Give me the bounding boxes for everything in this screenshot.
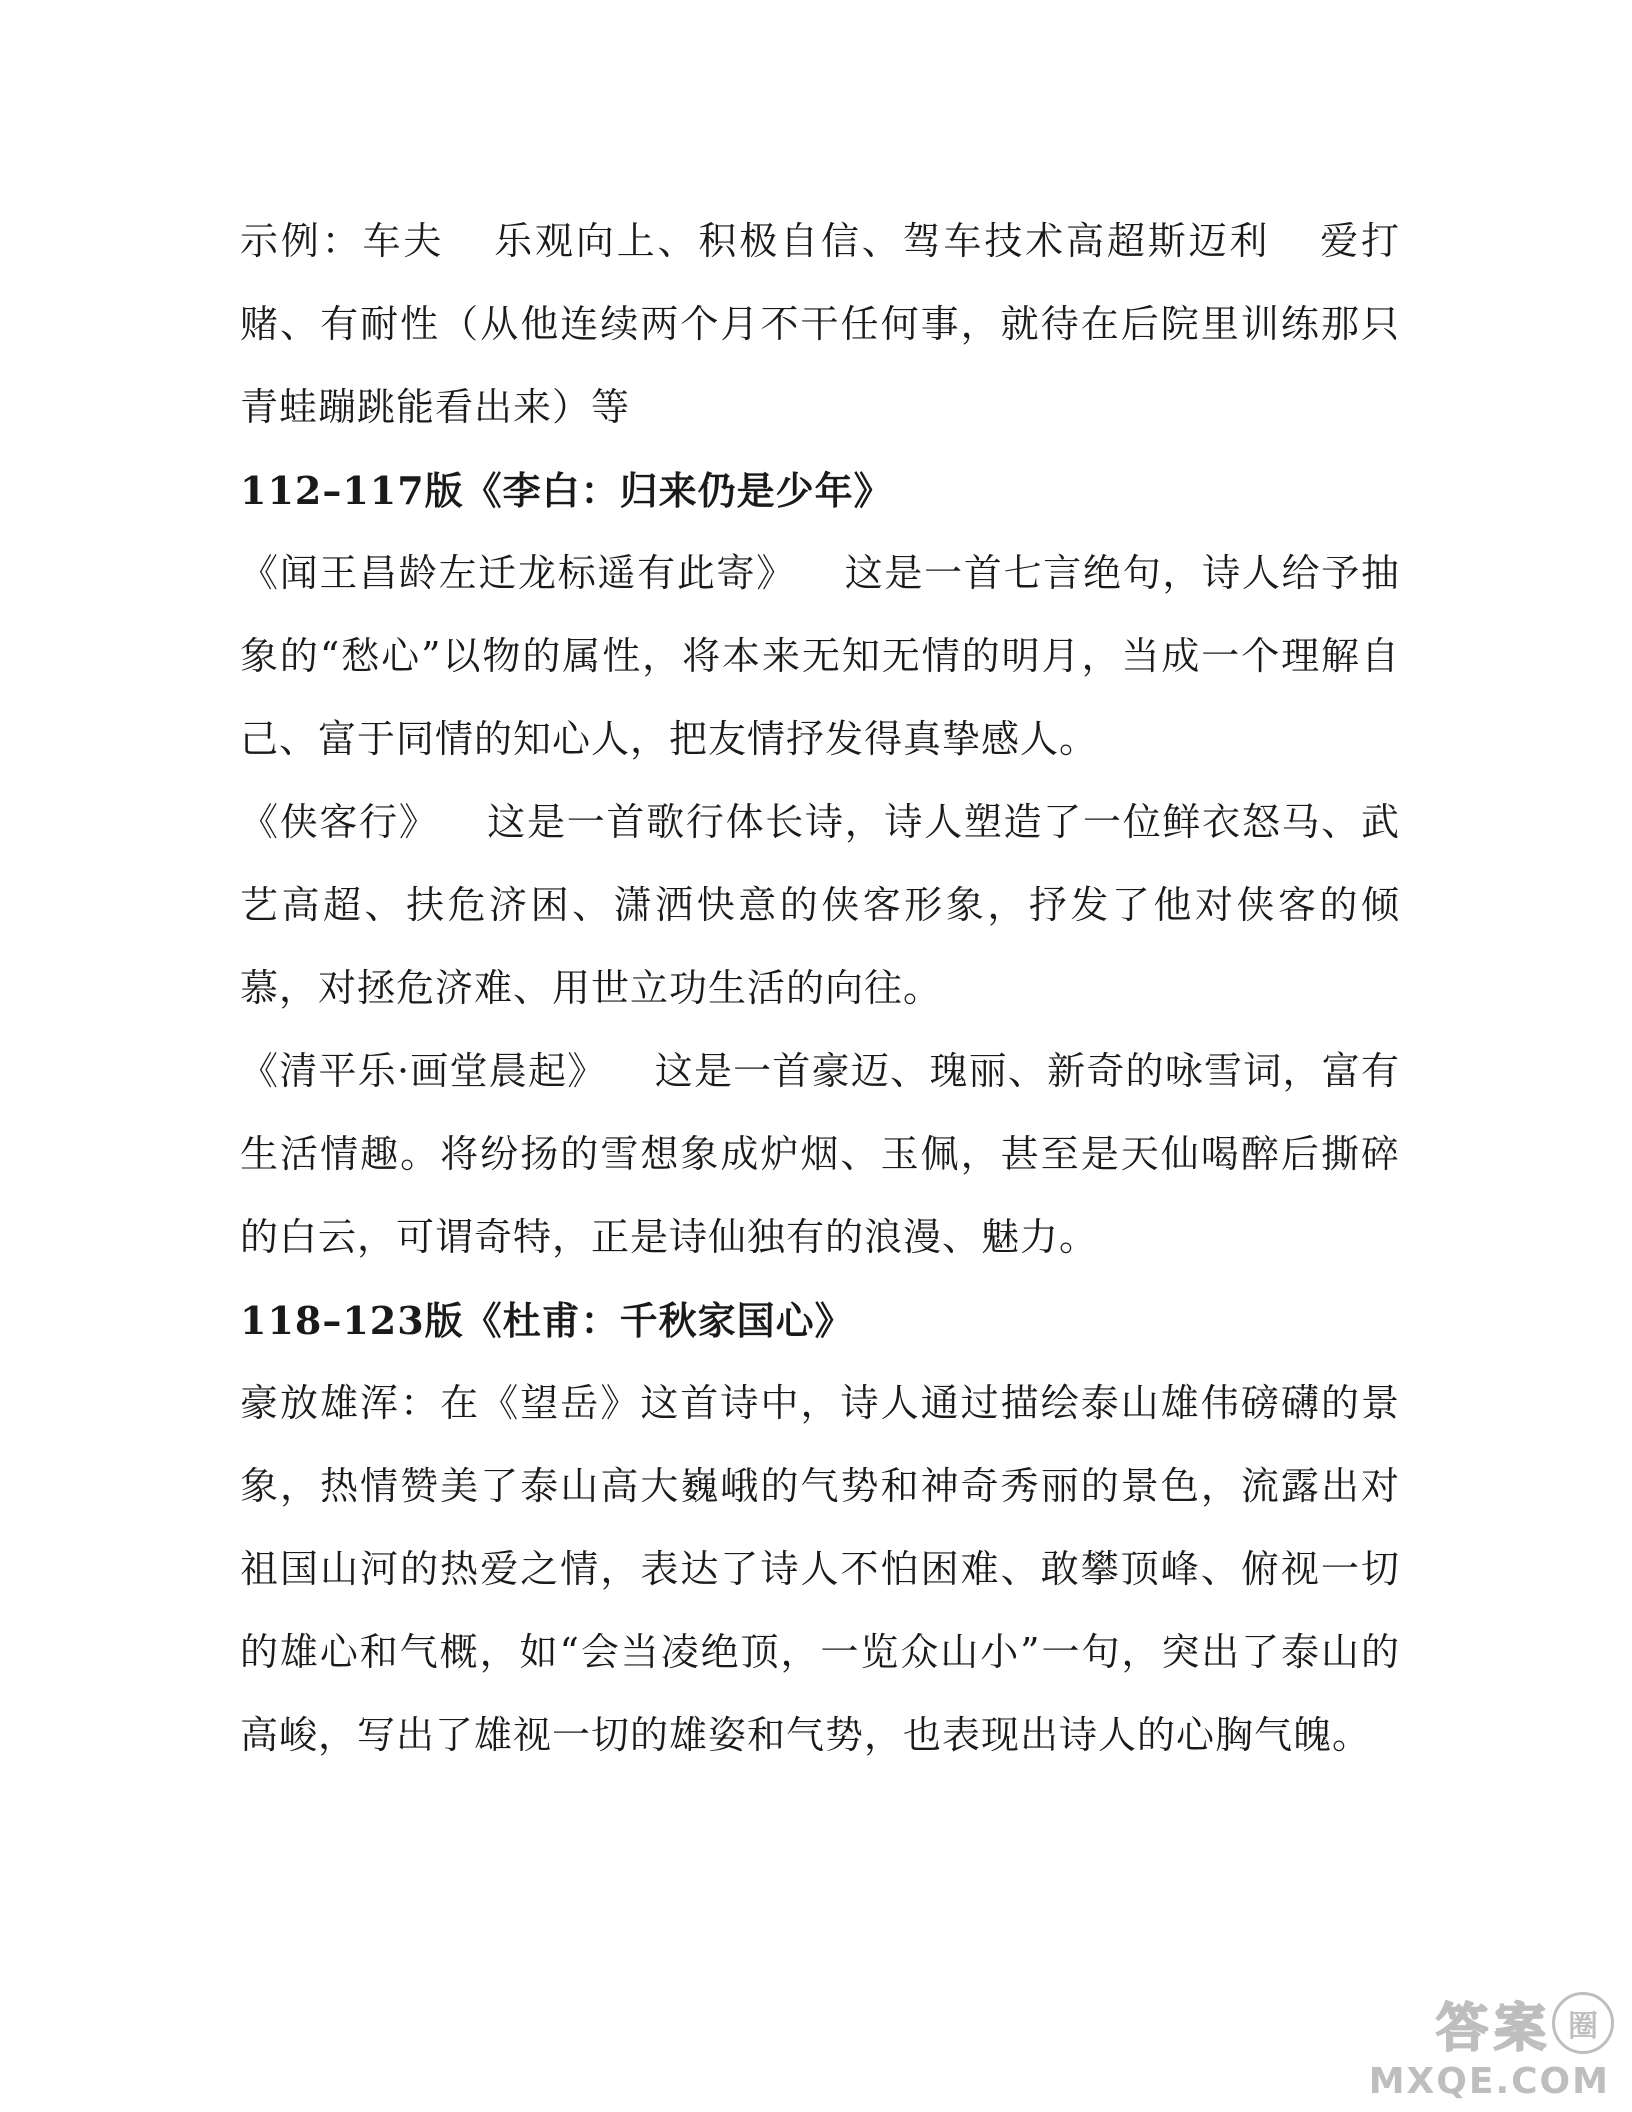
poem-title: 《侠客行》: [240, 800, 439, 844]
example-label: 示例：车夫: [240, 219, 445, 263]
section-heading-libai: 112–117版《李白：归来仍是少年》: [240, 468, 893, 513]
poem-title: 《清平乐·画堂晨起》: [240, 1049, 607, 1093]
example-detail: 爱打赌、有耐性（从他连续两个月不干任何事，就待在后院里训练那只青蛙蹦跳能看出来）等: [240, 219, 1400, 429]
poem-description: 这是一首七言绝句，诗人给予抽象的“愁心”以物的属性，将本来无知无情的明月，当成一个理解自己、富于同情的知心人，把友情抒发得真挚感人。: [240, 551, 1400, 761]
site-watermark: [1354, 1992, 1614, 2102]
watermark-char: 答: [1435, 1998, 1488, 2059]
poem-description: 这是一首豪迈、瑰丽、新奇的咏雪词，富有生活情趣。将纷扬的雪想象成炉烟、玉佩，甚至是天仙喝醉后撕碎的白云，可谓奇特，正是诗仙独有的浪漫、魅力。: [240, 1049, 1400, 1259]
poem-title: 《闻王昌龄左迁龙标遥有此寄》: [240, 551, 796, 595]
paragraph-dufu-analysis: 豪放雄浑：在《望岳》这首诗中，诗人通过描绘泰山雄伟磅礴的景象，热情赞美了泰山高大巍峨的气势和神奇秀丽的景色，流露出对祖国山河的热爱之情，表达了诗人不怕困难、敢攀顶峰、俯视一切的雄心和气概，如“会当凌绝顶，一览众山小”一句，突出了泰山的高峻，写出了雄视一切的雄姿和气势，也表现出诗人的心胸气魄。: [240, 1381, 1400, 1757]
example-traits: 乐观向上、积极自信、驾车技术高超斯迈利: [492, 219, 1271, 263]
document-body: [240, 200, 1400, 1777]
paragraph-poem-2: [240, 781, 1400, 1030]
paragraph-poem-1: [240, 532, 1400, 781]
watermark-url: MXQE.COM: [1368, 2061, 1610, 2102]
paragraph-poem-3: [240, 1030, 1400, 1279]
paragraph-example: [240, 200, 1400, 449]
section-heading-dufu: 118–123版《杜甫：千秋家国心》: [240, 1298, 854, 1343]
watermark-circle-logo: 圈: [1552, 1992, 1614, 2054]
watermark-char: 案: [1493, 1998, 1546, 2059]
poem-description: 这是一首歌行体长诗，诗人塑造了一位鲜衣怒马、武艺高超、扶危济困、潇洒快意的侠客形象，抒发了他对侠客的倾慕，对拯危济难、用世立功生活的向往。: [240, 800, 1400, 1010]
